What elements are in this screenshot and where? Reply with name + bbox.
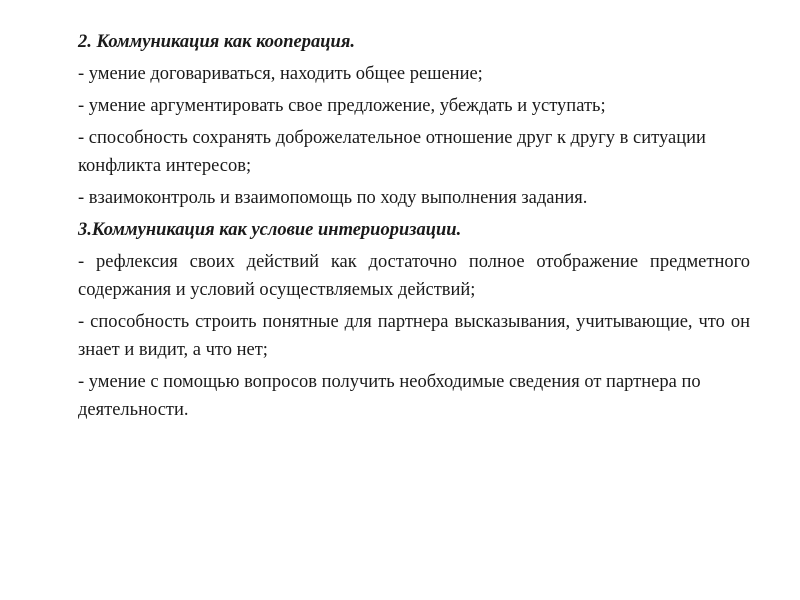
slide-content	[78, 28, 750, 428]
list-item-goodwill: - способность сохранять доброжелательное отношение друг к другу в ситуации конфликта интересов;	[78, 128, 706, 176]
list-item-argue: - умение аргументировать свое предложение, убеждать и уступать;	[78, 96, 606, 116]
list-item-questions: - умение с помощью вопросов получить необходимые сведения от партнера по деятельности.	[78, 372, 701, 420]
list-item-mutual-control: - взаимоконтроль и взаимопомощь по ходу выполнения задания.	[78, 188, 588, 208]
section-heading-interiorization: 3.Коммуникация как условие интериоризации.	[78, 220, 462, 240]
section-heading-cooperation: 2. Коммуникация как кооперация.	[78, 32, 355, 52]
list-item-clear-statements: - способность строить понятные для партнера высказывания, учитывающие, что он знает и видит, а что нет;	[78, 312, 750, 360]
list-item-reflection: - рефлексия своих действий как достаточно полное отображение предметного содержания и условий осуществляемых действий;	[78, 252, 750, 300]
list-item-negotiate: - умение договариваться, находить общее решение;	[78, 64, 483, 84]
